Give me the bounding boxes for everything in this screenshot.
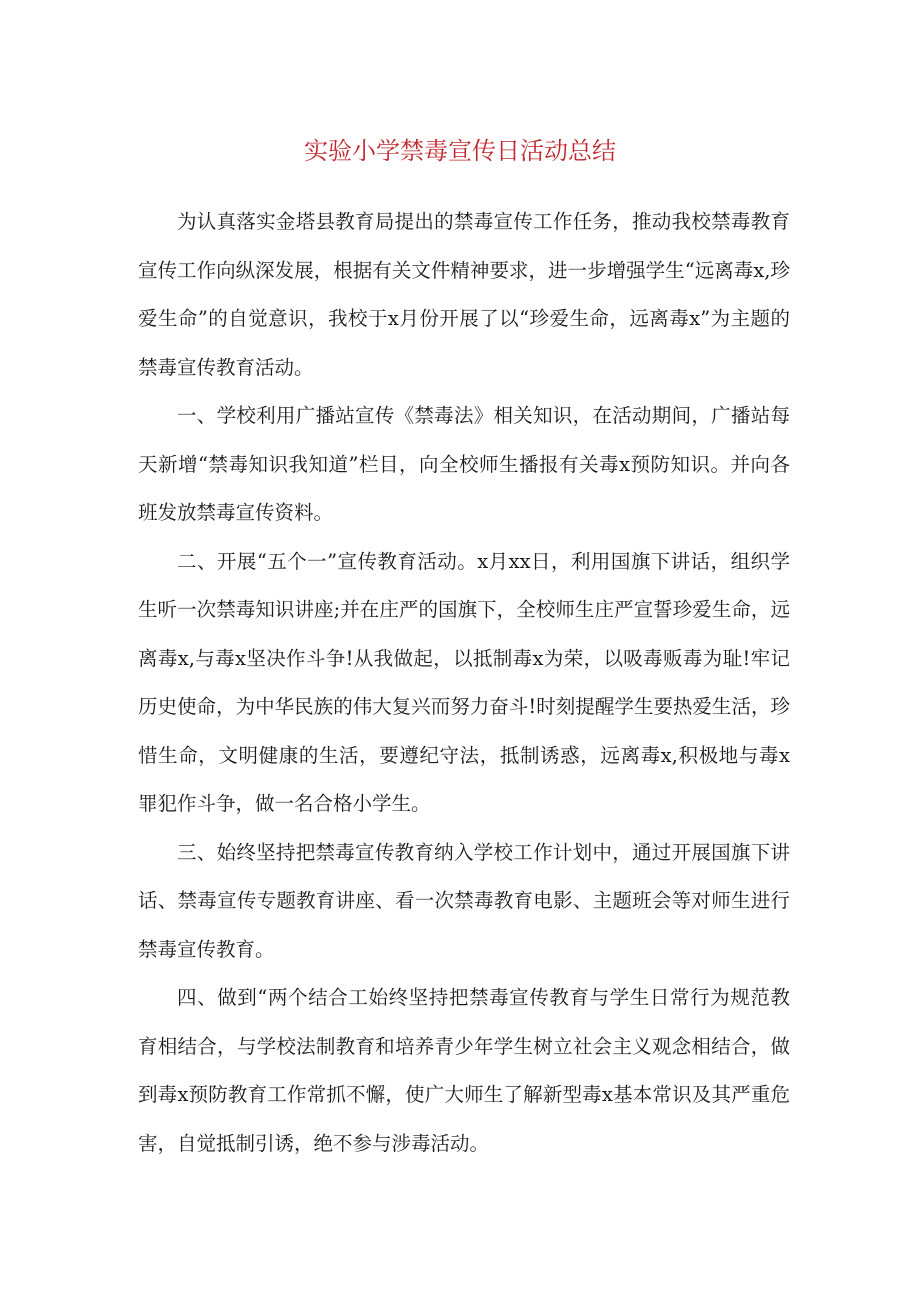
paragraph-item-2: 二、开展“五个一”宣传教育活动。x月xx日，利用国旗下讲话，组织学生听一次禁毒知识讲座;并在庄严的国旗下，全校师生庄严宣誓珍爱生命，远离毒x,与毒x坚决作斗争!从我做起，以抵制毒x为荣，以吸毒贩毒为耻!牢记历史使命，为中华民族的伟大复兴而努力奋斗!时刻提醒学生要热爱生活，珍惜生命，文明健康的生活，要遵纪守法，抵制诱惑，远离毒x,积极地与毒x罪犯作斗争，做一名合格小学生。: [138, 549, 790, 815]
document-body: [138, 198, 790, 1168]
paragraph-item-1: 一、学校利用广播站宣传《禁毒法》相关知识，在活动期间，广播站每天新增“禁毒知识我知道”栏目，向全校师生播报有关毒x预防知识。并向各班发放禁毒宣传资料。: [138, 404, 790, 524]
paragraph-item-3: 三、始终坚持把禁毒宣传教育纳入学校工作计划中，通过开展国旗下讲话、禁毒宣传专题教育讲座、看一次禁毒教育电影、主题班会等对师生进行禁毒宣传教育。: [138, 840, 790, 961]
paragraph-intro: 为认真落实金塔县教育局提出的禁毒宣传工作任务，推动我校禁毒教育宣传工作向纵深发展，根据有关文件精神要求，进一步增强学生“远离毒x,珍爱生命”的自觉意识，我校于x月份开展了以“珍爱生命，远离毒x”为主题的禁毒宣传教育活动。: [138, 210, 790, 379]
paragraph-item-4: 四、做到“两个结合工始终坚持把禁毒宣传教育与学生日常行为规范教育相结合，与学校法制教育和培养青少年学生树立社会主义观念相结合，做到毒x预防教育工作常抓不懈，使广大师生了解新型毒x基本常识及其严重危害，自觉抵制引诱，绝不参与涉毒活动。: [138, 986, 790, 1155]
document-title: 实验小学禁毒宣传日活动总结: [304, 137, 616, 165]
